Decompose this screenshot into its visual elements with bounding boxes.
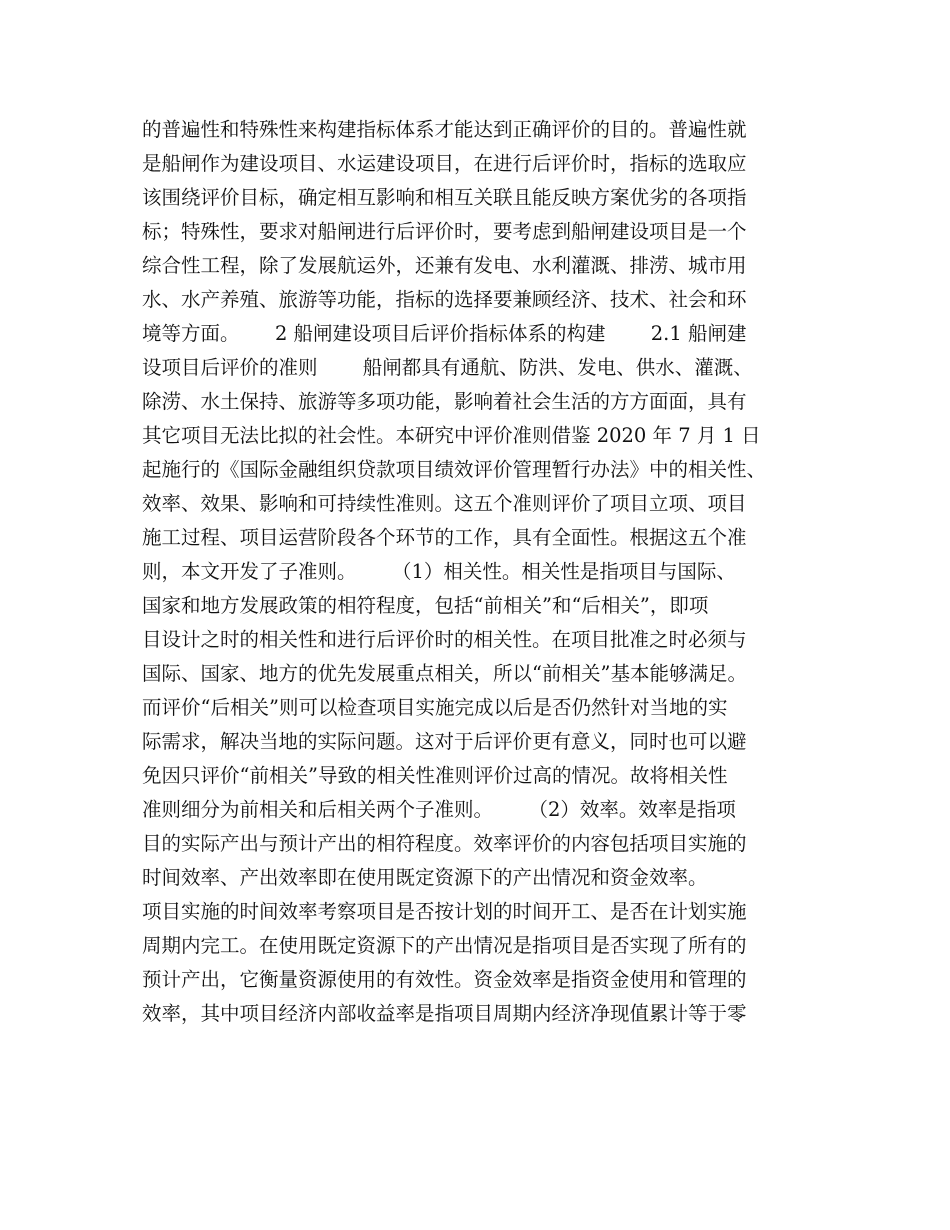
text-line: 水、水产养殖、旅游等功能，指标的选择要兼顾经济、技术、社会和环 [142, 288, 747, 311]
text-line: 该围绕评价目标，确定相互影响和相互关联且能反映方案优劣的各项指 [142, 186, 747, 209]
text-line: 施工过程、项目运营阶段各个环节的工作，具有全面性。根据这五个准 [142, 526, 747, 549]
text-line: 境等方面。 2 船闸建设项目后评价指标体系的构建 2.1 船闸建 [142, 322, 747, 345]
text-line: 而评价“后相关”则可以检查项目实施完成以后是否仍然针对当地的实 [142, 696, 728, 719]
text-line: 国际、国家、地方的优先发展重点相关，所以“前相关”基本能够满足。 [142, 662, 747, 685]
text-line: 际需求，解决当地的实际问题。这对于后评价更有意义，同时也可以避 [142, 730, 747, 753]
text-line: 目设计之时的相关性和进行后评价时的相关性。在项目批准之时必须与 [142, 628, 747, 651]
text-line: 效率，其中项目经济内部收益率是指项目周期内经济净现值累计等于零 [142, 1002, 747, 1025]
text-line: 国家和地方发展政策的相符程度，包括“前相关”和“后相关”，即项 [142, 594, 709, 617]
text-line: 周期内完工。在使用既定资源下的产出情况是指项目是否实现了所有的 [142, 934, 747, 957]
text-line: 其它项目无法比拟的社会性。本研究中评价准则借鉴 2020 年 7 月 1 日 [142, 424, 761, 447]
text-line: 综合性工程，除了发展航运外，还兼有发电、水利灌溉、排涝、城市用 [142, 254, 747, 277]
text-line: 准则细分为前相关和后相关两个子准则。 （2）效率。效率是指项 [142, 798, 736, 821]
text-line: 项目实施的时间效率考察项目是否按计划的时间开工、是否在计划实施 [142, 900, 747, 923]
body-text [142, 113, 822, 1031]
text-line: 标；特殊性，要求对船闸进行后评价时，要考虑到船闸建设项目是一个 [142, 220, 747, 243]
text-line: 免因只评价“前相关”导致的相关性准则评价过高的情况。故将相关性 [142, 764, 728, 787]
text-line: 是船闸作为建设项目、水运建设项目，在进行后评价时，指标的选取应 [142, 152, 747, 175]
text-line: 的普遍性和特殊性来构建指标体系才能达到正确评价的目的。普遍性就 [142, 118, 747, 141]
text-line: 时间效率、产出效率即在使用既定资源下的产出情况和资金效率。 [142, 866, 708, 889]
text-line: 除涝、水土保持、旅游等多项功能，影响着社会生活的方方面面，具有 [142, 390, 747, 413]
text-line: 设项目后评价的准则 船闸都具有通航、防洪、发电、供水、灌溉、 [142, 356, 753, 379]
text-line: 效率、效果、影响和可持续性准则。这五个准则评价了项目立项、项目 [142, 492, 747, 515]
text-line: 则，本文开发了子准则。 （1）相关性。相关性是指项目与国际、 [142, 560, 736, 583]
text-line: 目的实际产出与预计产出的相符程度。效率评价的内容包括项目实施的 [142, 832, 747, 855]
text-line: 起施行的《国际金融组织贷款项目绩效评价管理暂行办法》中的相关性、 [142, 458, 767, 481]
text-line: 预计产出，它衡量资源使用的有效性。资金效率是指资金使用和管理的 [142, 968, 747, 991]
